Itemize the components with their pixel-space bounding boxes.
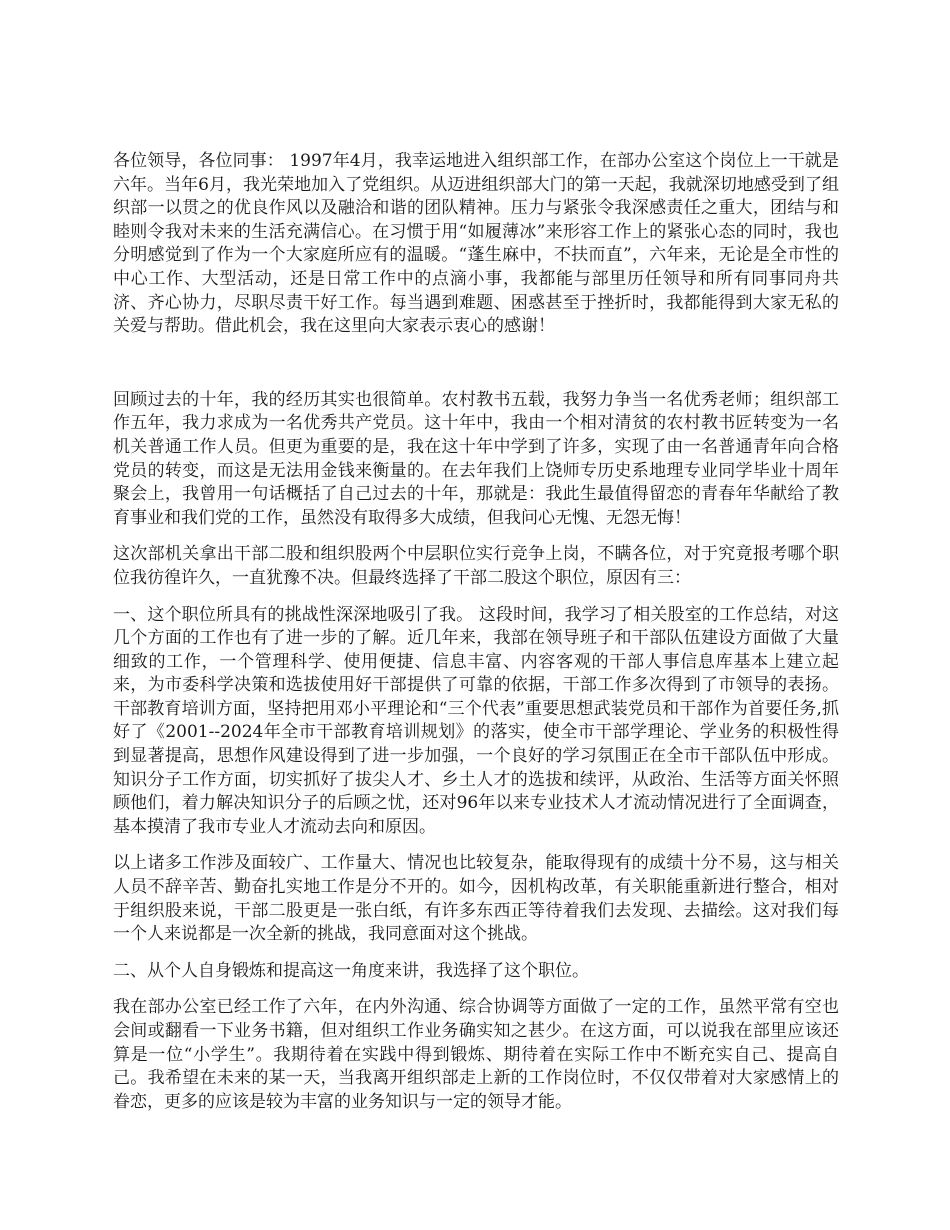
paragraph-position-choice: 这次部机关拿出干部二股和组织股两个中层职位实行竞争上岗，不瞒各位，对于究竟报考哪个职位我彷徨许久，一直犹豫不决。但最终选择了干部二股这个职位，原因有三：: [113, 544, 839, 588]
paragraph-review-past-decade: 回顾过去的十年，我的经历其实也很简单。农村教书五载，我努力争当一名优秀老师；组织部工作五年，我力求成为一名优秀共产党员。这十年中，我由一个相对清贫的农村教书匠转变为一名机关普通工作人员。但更为重要的是，我在这十年中学到了许多，实现了由一名普通青年向合格党员的转变，而这是无法用金钱来衡量的。在去年我们上饶师专历史系地理专业同学毕业十周年聚会上，我曾用一句话概括了自己过去的十年，那就是：我此生最值得留恋的青春年华献给了教育事业和我们党的工作，虽然没有取得多大成绩，但我问心无愧、无怨无悔！: [113, 389, 839, 528]
paragraph-greeting-thanks: 各位领导，各位同事： 1997年4月，我幸运地进入组织部工作，在部办公室这个岗位上一干就是六年。当年6月，我光荣地加入了党组织。从迈进组织部大门的第一天起，我就深切地感受到了组织部一以贯之的优良作风以及融洽和谐的团队精神。压力与紧张令我深感责任之重大，团结与和睦则令我对未来的生活充满信心。在习惯于用“如履薄冰”来形容工作上的紧张心态的同时，我也分明感觉到了作为一个大家庭所应有的温暖。“蓬生麻中，不扶而直”，六年来，无论是全市性的中心工作、大型活动，还是日常工作中的点滴小事，我都能与部里历任领导和所有同事同舟共济、齐心协力，尽职尽责干好工作。每当遇到难题、困惑甚至于挫折时，我都能得到大家无私的关爱与帮助。借此机会，我在这里向大家表示衷心的感谢！: [113, 151, 839, 337]
paragraph-reason-one: 一、这个职位所具有的挑战性深深地吸引了我。 这段时间，我学习了相关股室的工作总结，对这几个方面的工作也有了进一步的了解。近几年来，我部在领导班子和干部队伍建设方面做了大量细致的工作，一个管理科学、使用便捷、信息丰富、内容客观的干部人事信息库基本上建立起来，为市委科学决策和选拔使用好干部提供了可靠的依据，干部工作多次得到了市领导的表扬。干部教育培训方面，坚持把用邓小平理论和“三个代表”重要思想武装党员和干部作为首要任务,抓好了《2001--2024年全市干部教育培训规划》的落实，使全市干部学理论、学业务的积极性得到显著提高，思想作风建设得到了进一步加强，一个良好的学习氛围正在全市干部队伍中形成。知识分子工作方面，切实抓好了拔尖人才、乡土人才的选拔和续评，从政治、生活等方面关怀照顾他们，着力解决知识分子的后顾之忧，还对96年以来专业技术人才流动情况进行了全面调查，基本摸清了我市专业人才流动去向和原因。: [113, 604, 839, 837]
paragraph-work-challenges: 以上诸多工作涉及面较广、工作量大、情况也比较复杂，能取得现有的成绩十分不易，这与相关人员不辞辛苦、勤奋扎实地工作是分不开的。如今，因机构改革，有关职能重新进行整合，相对于组织股来说，干部二股更是一张白纸，有许多东西正等待着我们去发现、去描绘。这对我们每一个人来说都是一次全新的挑战，我同意面对这个挑战。: [113, 853, 839, 945]
paragraph-personal-growth: 我在部办公室已经工作了六年，在内外沟通、综合协调等方面做了一定的工作，虽然平常有空也会间或翻看一下业务书籍，但对组织工作业务确实知之甚少。在这方面，可以说我在部里应该还算是一位“小学生”。我期待着在实践中得到锻炼、期待着在实际工作中不断充实自己、提高自己。我希望在未来的某一天，当我离开组织部走上新的工作岗位时，不仅仅带着对大家感情上的眷恋，更多的应该是较为丰富的业务知识与一定的领导才能。: [113, 997, 839, 1112]
paragraph-reason-two: 二、从个人自身锻炼和提高这一角度来讲，我选择了这个职位。: [113, 960, 589, 981]
document-page: [113, 150, 839, 1127]
